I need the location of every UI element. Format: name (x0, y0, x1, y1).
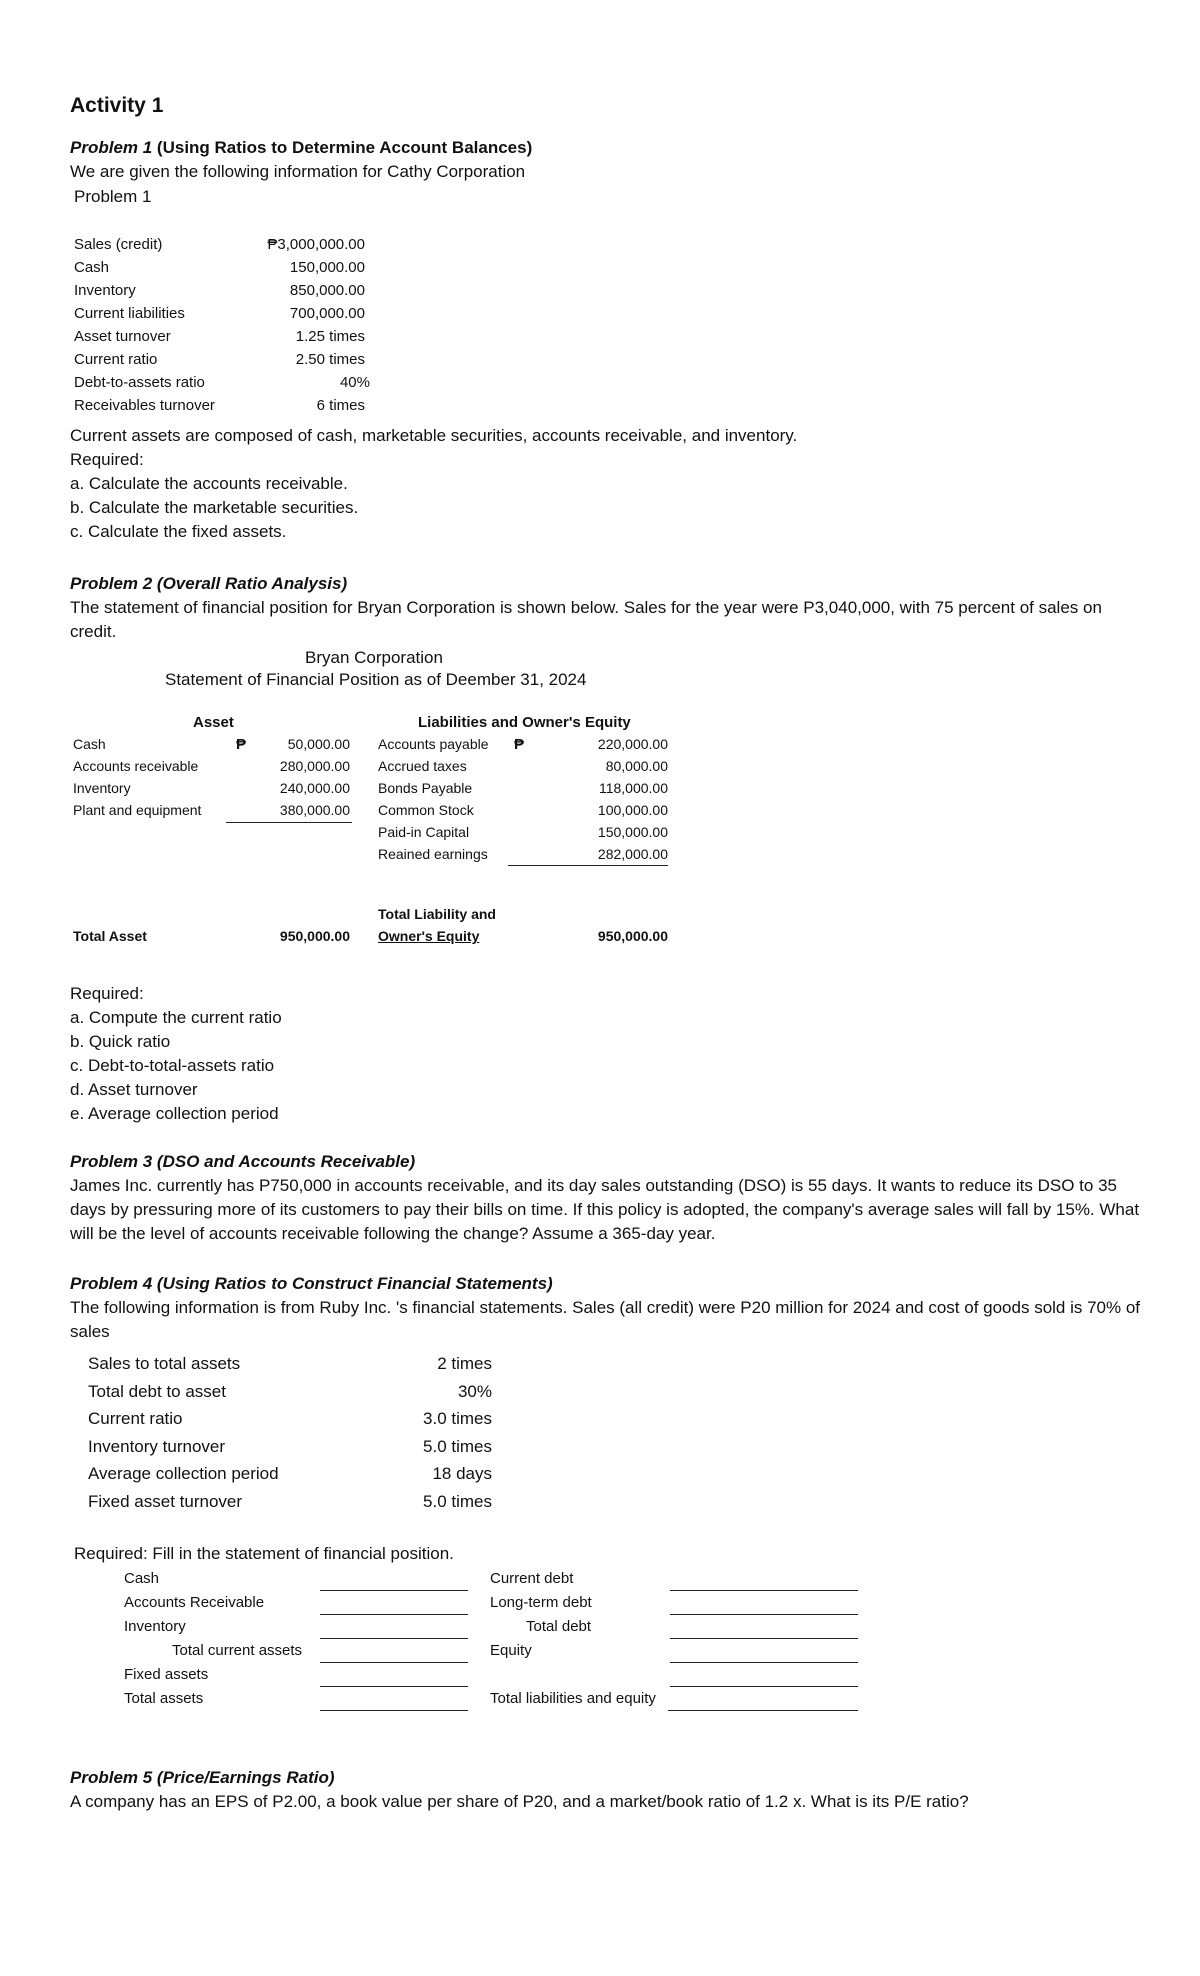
fill-in-blank-left[interactable] (320, 1590, 468, 1591)
fill-in-blank-right[interactable] (670, 1638, 858, 1639)
fill-in-blank-right[interactable] (670, 1590, 858, 1591)
total-liab-value: 950,000.00 (597, 928, 668, 944)
liability-value: 118,000.00 (598, 780, 668, 796)
problem-1-req-a: a. Calculate the accounts receivable. (70, 474, 348, 493)
fill-in-blank-left[interactable] (320, 1662, 468, 1663)
liability-label: Accounts payable (378, 736, 489, 752)
asset-value: 280,000.00 (279, 758, 350, 774)
problem-2-text: The statement of financial position for Bryan Corporation is shown below. Sales for the year were P3,040,000, with 75 percent of sales on credit. (70, 598, 1102, 641)
problem-2-heading: Problem 2 (Overall Ratio Analysis) (70, 574, 348, 593)
total-asset-value: 950,000.00 (279, 928, 350, 944)
ratio-value: 30% (457, 1381, 492, 1401)
data-row-label: Debt-to-assets ratio (74, 374, 205, 391)
requirement-item: e. Average collection period (70, 1104, 279, 1123)
data-row-label: Asset turnover (74, 328, 171, 345)
fill-in-blank-left[interactable] (320, 1686, 468, 1687)
form-right-label: Equity (490, 1642, 532, 1659)
data-row-value: 1.25 times (295, 328, 365, 345)
form-left-label: Accounts Receivable (124, 1594, 265, 1611)
liabilities-underline (508, 865, 668, 866)
form-right-label: Total debt (526, 1618, 592, 1635)
data-row-value: 2.50 times (295, 351, 365, 368)
ratio-label: Current ratio (88, 1409, 183, 1428)
liability-label: Accrued taxes (378, 758, 467, 774)
total-liab-label-2: Owner's Equity (378, 928, 480, 944)
liabilities-header: Liabilities and Owner's Equity (418, 714, 631, 731)
liability-label: Paid-in Capital (378, 824, 470, 840)
problem-1-req-b: b. Calculate the marketable securities. (70, 498, 359, 517)
data-row-label: Inventory (74, 282, 136, 299)
asset-value: 380,000.00 (279, 802, 350, 818)
form-left-label: Fixed assets (124, 1666, 209, 1683)
problem-1-intro: We are given the following information for Cathy Corporation (70, 162, 526, 181)
page-title: Activity 1 (70, 94, 164, 117)
ratio-value: 2 times (437, 1354, 492, 1373)
liability-value: 282,000.00 (597, 846, 668, 862)
data-row-value: 40% (339, 374, 370, 391)
requirement-item: d. Asset turnover (70, 1080, 198, 1099)
problem-1-required: Required: (70, 450, 144, 469)
form-left-label: Cash (124, 1570, 160, 1587)
problem-1-subtitle: Problem 1 (74, 187, 152, 206)
data-row-label: Cash (74, 259, 110, 276)
total-liab-label-1: Total Liability and (378, 906, 496, 922)
fill-in-blank-left[interactable] (320, 1614, 468, 1615)
fill-in-blank-right[interactable] (670, 1686, 858, 1687)
form-left-label: Total assets (124, 1690, 204, 1707)
problem-1-heading: Problem 1 (Using Ratios to Determine Account Balances) (70, 138, 533, 157)
problem-4-heading: Problem 4 (Using Ratios to Construct Financial Statements) (70, 1274, 553, 1293)
liability-value: 220,000.00 (597, 736, 668, 752)
asset-label: Plant and equipment (73, 802, 202, 818)
fill-in-blank-right[interactable] (668, 1710, 858, 1711)
data-row-value: 6 times (316, 397, 365, 414)
liability-value: 80,000.00 (605, 758, 668, 774)
problem-5-text: A company has an EPS of P2.00, a book value per share of P20, and a market/book ratio of 1.2 x. What is its P/E ratio? (70, 1792, 969, 1811)
asset-label: Inventory (73, 780, 131, 796)
ratio-label: Fixed asset turnover (88, 1491, 243, 1511)
problem-5-heading: Problem 5 (Price/Earnings Ratio) (70, 1768, 335, 1787)
data-row-label: Current liabilities (74, 305, 185, 322)
problem-4-required: Required: Fill in the statement of financial position. (74, 1544, 454, 1563)
assets-underline (226, 822, 352, 823)
data-row-value: 150,000.00 (289, 259, 365, 276)
ratio-value: 5.0 times (423, 1436, 492, 1456)
ratio-value: 5.0 times (423, 1491, 492, 1511)
peso-sign-assets: ₱ (236, 736, 247, 753)
form-right-label: Total liabilities and equity (490, 1690, 656, 1707)
requirement-item: c. Debt-to-total-assets ratio (70, 1056, 275, 1075)
ratio-value: 3.0 times (423, 1409, 492, 1428)
data-row-value: 700,000.00 (289, 305, 365, 322)
ratio-label: Inventory turnover (88, 1436, 226, 1456)
problem-1-note: Current assets are composed of cash, marketable securities, accounts receivable, and inventory. (70, 426, 798, 445)
data-row-label: Sales (credit) (74, 236, 163, 253)
statement-company: Bryan Corporation (305, 648, 443, 667)
fill-in-blank-left[interactable] (320, 1638, 468, 1639)
problem-1-req-c: c. Calculate the fixed assets. (70, 522, 287, 541)
fill-in-blank-right[interactable] (670, 1662, 858, 1663)
data-row-value: ₱3,000,000.00 (267, 236, 365, 253)
fill-in-blank-right[interactable] (670, 1614, 858, 1615)
form-left-label: Inventory (124, 1618, 186, 1635)
statement-title: Statement of Financial Position as of Deember 31, 2024 (165, 670, 587, 689)
fill-in-blank-left[interactable] (320, 1710, 468, 1711)
data-row-label: Current ratio (74, 351, 158, 368)
ratio-label: Total debt to asset (88, 1381, 226, 1401)
problem-3-text: James Inc. currently has P750,000 in accounts receivable, and its day sales outstanding (DSO) is 55 days. It wants to reduce its DSO to 35 days by pressuring more of its customers to pay their bills on time. If this policy is adopted, the company's average sales will fall by 15%. What will be the level of accounts receivable following the change? Assume a 365-day year. (70, 1176, 1140, 1243)
data-row-value: 850,000.00 (289, 282, 365, 299)
liability-label: Reained earnings (378, 846, 488, 862)
form-right-label: Long-term debt (490, 1594, 592, 1611)
data-row-label: Receivables turnover (74, 397, 215, 414)
total-asset-label: Total Asset (73, 928, 147, 944)
liability-label: Bonds Payable (378, 780, 473, 796)
liability-label: Common Stock (378, 802, 474, 818)
problem-2-required: Required: (70, 984, 144, 1003)
ratio-value: 18 days (432, 1464, 492, 1483)
problem-3-heading: Problem 3 (DSO and Accounts Receivable) (70, 1152, 416, 1171)
requirement-item: b. Quick ratio (70, 1032, 171, 1051)
asset-header: Asset (193, 714, 234, 731)
liability-value: 100,000.00 (597, 802, 668, 818)
ratio-label: Average collection period (88, 1464, 279, 1483)
form-left-label: Total current assets (172, 1642, 303, 1659)
asset-label: Cash (73, 736, 106, 752)
requirement-item: a. Compute the current ratio (70, 1008, 282, 1027)
asset-value: 240,000.00 (279, 780, 350, 796)
problem-4-text: The following information is from Ruby Inc. 's financial statements. Sales (all credit) were P20 million for 2024 and cost of goods sold is 70% of sales (70, 1298, 1141, 1341)
ratio-label: Sales to total assets (88, 1354, 241, 1373)
peso-sign-liabilities: ₱ (514, 736, 525, 753)
liability-value: 150,000.00 (597, 824, 668, 840)
form-right-label: Current debt (490, 1570, 574, 1587)
asset-label: Accounts receivable (73, 758, 199, 774)
asset-value: 50,000.00 (287, 736, 350, 752)
